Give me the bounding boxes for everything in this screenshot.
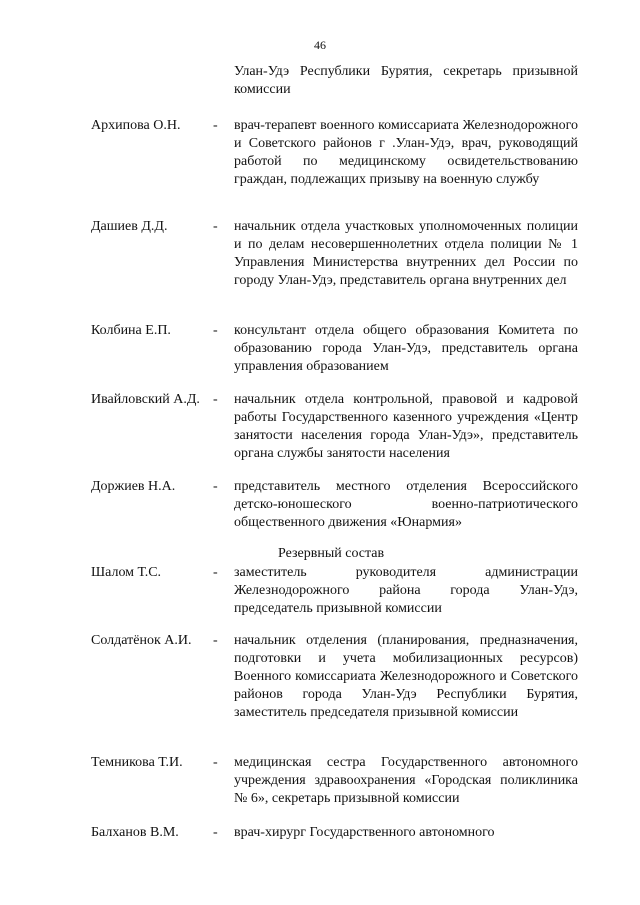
member-description: заместитель руководителя администрации Железнодорожного района города Улан-Удэ, председатель призывной комиссии (234, 565, 578, 616)
dash-separator: - (213, 479, 218, 494)
dash-separator: - (213, 323, 218, 338)
member-description: медицинская сестра Государственного автономного учреждения здравоохранения «Городская поликлиника № 6», секретарь призывной комиссии (234, 755, 578, 806)
dash-separator: - (213, 219, 218, 234)
dash-separator: - (213, 633, 218, 648)
member-name: Солдатёнок А.И. (91, 633, 192, 648)
member-description: начальник отделения (планирования, предназначения, подготовки и учета мобилизационных ресурсов) Военного комиссариата Железнодорожного и Советского районов города Улан-Удэ Республики Бурятия, заместитель председателя призывной комиссии (234, 633, 578, 720)
member-description: врач-терапевт военного комиссариата Железнодорожного и Советского районов г .Улан-Удэ, врач, руководящий работой по медицинскому освидетельствованию граждан, подлежащих призыву на военную службу (234, 118, 578, 187)
reserve-section-title: Резервный состав (278, 546, 385, 561)
member-description: представитель местного отделения Всероссийского детско-юношеского военно-патриотического общественного движения «Юнармия» (234, 479, 578, 530)
dash-separator: - (213, 118, 218, 133)
member-name: Доржиев Н.А. (91, 479, 176, 494)
member-name: Балханов В.М. (91, 825, 179, 840)
member-name: Дашиев Д.Д. (91, 219, 168, 234)
member-description: консультант отдела общего образования Комитета по образованию города Улан-Удэ, представитель органа управления образованием (234, 323, 578, 374)
dash-separator: - (213, 755, 218, 770)
member-description: начальник отдела участковых уполномоченных полиции и по делам несовершеннолетних отдела полиции № 1 Управления Министерства внутренних дел России по городу Улан-Удэ, представитель органа внутренних дел (234, 219, 578, 288)
member-name: Темникова Т.И. (91, 755, 183, 770)
member-name: Колбина Е.П. (91, 323, 171, 338)
continuation-text: Улан-Удэ Республики Бурятия, секретарь призывной комиссии (234, 64, 578, 97)
member-description: начальник отдела контрольной, правовой и кадровой работы Государственного казенного учреждения «Центр занятости населения города Улан-Удэ», представитель органа службы занятости населения (234, 392, 578, 461)
member-name: Шалом Т.С. (91, 565, 162, 580)
member-description: врач-хирург Государственного автономного (234, 825, 495, 840)
member-name: Архипова О.Н. (91, 118, 181, 133)
member-name: Ивайловский А.Д. (91, 392, 200, 407)
dash-separator: - (213, 825, 218, 840)
dash-separator: - (213, 392, 218, 407)
page-number: 46 (314, 38, 326, 52)
dash-separator: - (213, 565, 218, 580)
